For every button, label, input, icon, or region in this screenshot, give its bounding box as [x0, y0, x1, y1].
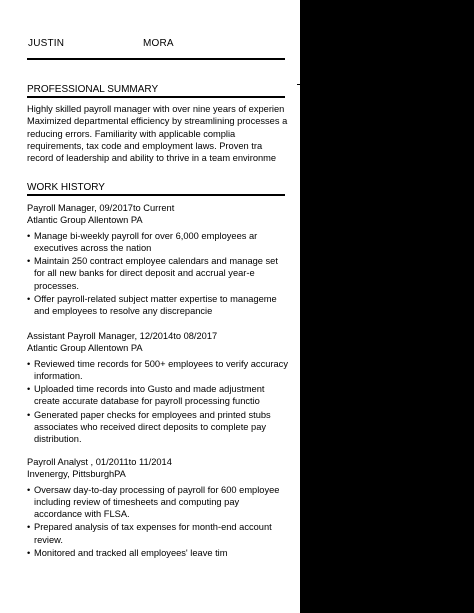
last-name: MORA [143, 38, 174, 49]
summary-line: reducing errors. Familiarity with applicable complia [27, 128, 236, 139]
bullet-line: • Maintain 250 contract employee calendars and manage set [34, 256, 278, 267]
summary-line: requirements, tax code and employment laws. Proven tra [27, 140, 263, 151]
bullet-line: • Manage bi-weekly payroll for over 6,000 employees ar [34, 230, 258, 241]
bullet-line: processes. [34, 280, 79, 291]
occluding-black-panel [300, 0, 474, 613]
summary-text [27, 103, 300, 164]
job-company-line: Invenergy, PittsburghPA [27, 469, 126, 480]
bullet-item [27, 547, 300, 559]
bullet-line: information. [34, 370, 83, 381]
bullet-item [27, 358, 300, 383]
work-history-divider [27, 194, 285, 196]
summary-divider [27, 96, 285, 98]
bullet-line: create accurate database for payroll processing functio [34, 396, 260, 407]
first-name: JUSTIN [28, 38, 65, 49]
bullet-item [27, 409, 300, 446]
bullet-line: review. [34, 534, 63, 545]
bullet-line: and employees to resolve any discrepancie [34, 306, 213, 317]
bullet-line: associates who received direct deposits to complete pay [34, 422, 267, 433]
bullet-line: • Uploaded time records into Gusto and made adjustment [34, 384, 265, 395]
bullet-item [27, 521, 300, 546]
summary-heading: PROFESSIONAL SUMMARY [27, 84, 159, 95]
job-entry [27, 456, 300, 560]
bullet-line: executives across the nation [34, 242, 152, 253]
summary-line: Maximized departmental efficiency by streamlining processes a [27, 116, 288, 127]
job-title-line: Payroll Manager, 09/2017to Current [27, 203, 175, 213]
job-bullets [27, 230, 300, 318]
bullet-line: • Reviewed time records for 500+ employees to verify accuracy [34, 358, 288, 369]
job-bullets [27, 358, 300, 446]
bullet-item [27, 484, 300, 521]
job-entry [27, 202, 300, 319]
bullet-item [27, 293, 300, 318]
job-title-line: Assistant Payroll Manager, 12/2014to 08/2017 [27, 331, 218, 341]
bullet-line: accordance with FLSA. [34, 509, 130, 520]
bullet-line: • Prepared analysis of tax expenses for month-end account [34, 522, 272, 533]
name-divider [27, 58, 285, 60]
bullet-line: • Offer payroll-related subject matter expertise to manageme [34, 294, 277, 305]
job-title-line: Payroll Analyst , 01/2011to 11/2014 [27, 457, 172, 467]
work-history-heading: WORK HISTORY [27, 182, 105, 193]
summary-line: Highly skilled payroll manager with over nine years of experien [27, 104, 285, 114]
job-company-line: Atlantic Group Allentown PA [27, 343, 143, 354]
job-company-line: Atlantic Group Allentown PA [27, 215, 143, 226]
bullet-item [27, 230, 300, 255]
edge-mark [297, 84, 300, 85]
job-entry [27, 330, 300, 447]
bullet-line: including review of timesheets and computing pay [34, 496, 240, 507]
job-bullets [27, 484, 300, 560]
bullet-line: • Generated paper checks for employees and printed stubs [34, 409, 271, 420]
bullet-item [27, 255, 300, 292]
bullet-line: • Oversaw day-to-day processing of payroll for 600 employee [34, 484, 280, 495]
bullet-line: for all new banks for direct deposit and accrual year-e [34, 268, 255, 279]
summary-line: record of leadership and ability to thrive in a team environme [27, 153, 277, 164]
bullet-line: distribution. [34, 434, 82, 445]
bullet-line: • Monitored and tracked all employees' leave tim [34, 548, 228, 559]
bullet-item [27, 383, 300, 408]
